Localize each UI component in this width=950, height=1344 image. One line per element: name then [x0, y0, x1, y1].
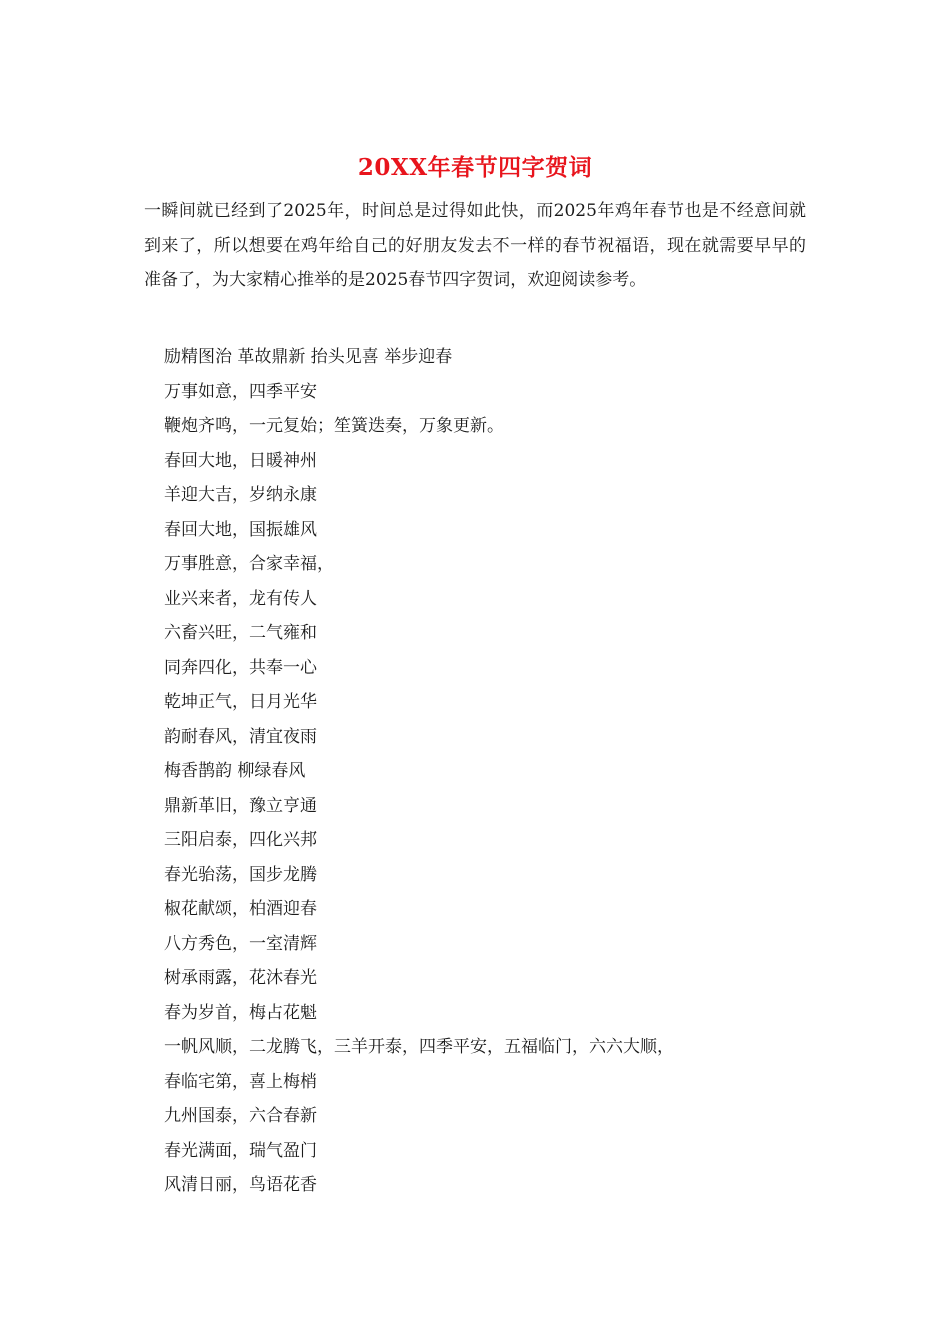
- greeting-line: 韵耐春风，清宜夜雨: [164, 726, 317, 747]
- greeting-line: 九州国泰，六合春新: [164, 1106, 317, 1126]
- greetings-list: [164, 340, 674, 1203]
- greeting-line: 风清日丽，鸟语花香: [164, 1175, 317, 1195]
- greeting-line: 春光骀荡，国步龙腾: [164, 864, 317, 885]
- greeting-line: 八方秀色，一室清辉: [164, 933, 317, 954]
- greeting-line: 春回大地，国振雄风: [164, 519, 317, 540]
- greeting-line: 万事胜意，合家幸福，: [164, 554, 334, 574]
- greeting-line: 树承雨露，花沐春光: [164, 968, 317, 988]
- greeting-line: 椒花献颂，柏酒迎春: [164, 899, 317, 919]
- greeting-line: 同奔四化，共奉一心: [164, 657, 317, 678]
- greeting-line: 春光满面，瑞气盈门: [164, 1140, 317, 1161]
- greeting-line: 乾坤正气，日月光华: [164, 692, 317, 712]
- greeting-line: 万事如意，四季平安: [164, 381, 317, 402]
- document-title: 20XX年春节四字贺词: [357, 154, 593, 181]
- greeting-line: 春回大地，日暖神州: [164, 450, 317, 471]
- greeting-line: 励精图治 革故鼎新 抬头见喜 举步迎春: [164, 347, 453, 367]
- greeting-line: 三阳启泰，四化兴邦: [164, 830, 317, 850]
- greeting-line: 六畜兴旺，二气雍和: [164, 623, 317, 643]
- greeting-line: 业兴来者，龙有传人: [164, 588, 317, 609]
- greeting-line: 鼎新革旧，豫立亨通: [164, 795, 317, 816]
- greeting-line: 一帆风顺，二龙腾飞，三羊开泰，四季平安，五福临门，六六大顺，: [164, 1037, 674, 1057]
- greeting-line: 春为岁首，梅占花魁: [164, 1002, 317, 1023]
- greeting-line: 梅香鹊韵 柳绿春风: [164, 761, 306, 781]
- greeting-line: 鞭炮齐鸣，一元复始；笙簧迭奏，万象更新。: [164, 416, 504, 436]
- greeting-line: 春临宅第，喜上梅梢: [164, 1071, 317, 1092]
- intro-paragraph: 一瞬间就已经到了2025年，时间总是过得如此快，而2025年鸡年春节也是不经意间就到来了，所以想要在鸡年给自己的好朋友发去不一样的春节祝福语，现在就需要早早的准备了，为大家精心推举的是2025春节四字贺词，欢迎阅读参考。: [144, 201, 806, 290]
- greeting-line: 羊迎大吉，岁纳永康: [164, 485, 317, 505]
